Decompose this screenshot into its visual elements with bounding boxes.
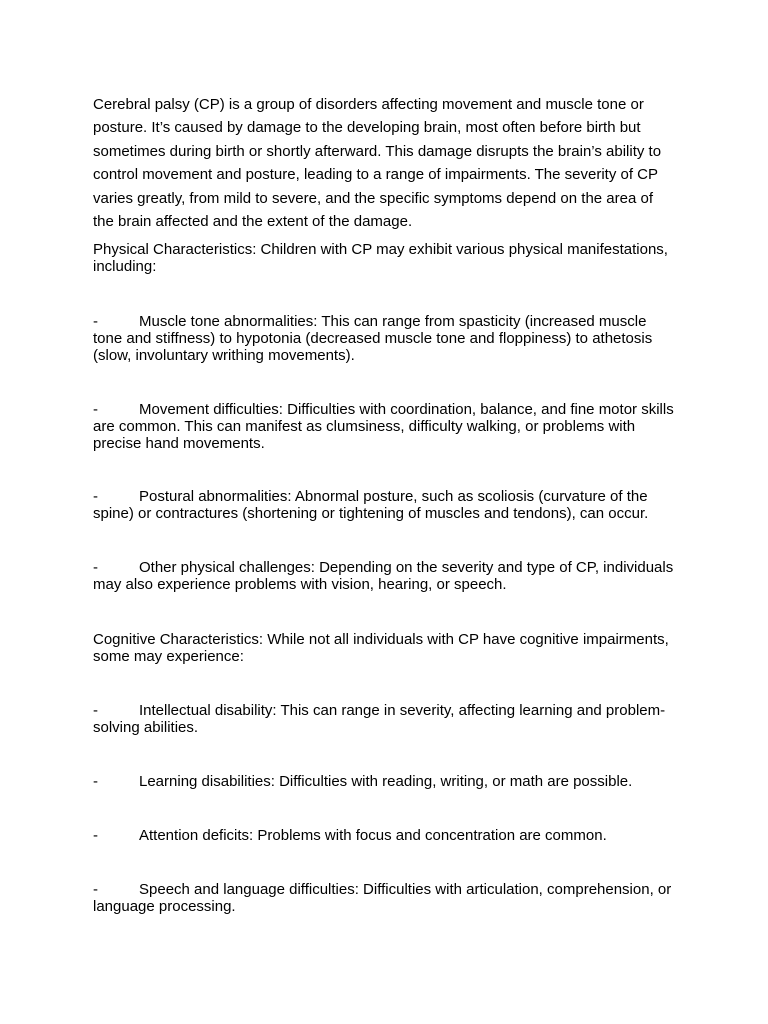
list-item [93, 773, 677, 790]
list-item [93, 827, 677, 844]
bullet-marker: - [93, 827, 98, 844]
bullet-marker: - [93, 773, 98, 790]
list-item [93, 488, 677, 522]
bullet-marker: - [93, 881, 98, 898]
list-item-text: Intellectual disability: This can range in severity, affecting learning and problem-solving abilities. [93, 702, 666, 737]
list-item-text: Other physical challenges: Depending on the severity and type of CP, individuals may also experience problems with vision, hearing, or speech. [93, 559, 674, 594]
bullet-marker: - [93, 401, 98, 418]
bullet-marker: - [93, 488, 98, 505]
list-item [93, 313, 677, 365]
list-item-text: Speech and language difficulties: Difficulties with articulation, comprehension, or language processing. [93, 881, 672, 916]
list-item-text: Learning disabilities: Difficulties with reading, writing, or math are possible. [139, 773, 633, 790]
bullet-marker: - [93, 559, 98, 576]
list-item-text: Muscle tone abnormalities: This can range from spasticity (increased muscle tone and stiffness) to hypotonia (decreased muscle tone and floppiness) to athetosis (slow, involuntary writhing movements). [93, 313, 653, 365]
bullet-marker: - [93, 702, 98, 719]
cognitive-characteristics-heading: Cognitive Characteristics: While not all individuals with CP have cognitive impairments, some may experience: [93, 631, 669, 666]
list-item-text: Movement difficulties: Difficulties with coordination, balance, and fine motor skills are common. This can manifest as clumsiness, difficulty walking, or problems with precise hand movements. [93, 401, 674, 453]
list-item-text: Postural abnormalities: Abnormal posture, such as scoliosis (curvature of the spine) or contractures (shortening or tightening of muscles and tendons), can occur. [93, 488, 649, 523]
list-item [93, 702, 677, 736]
list-item [93, 881, 677, 915]
list-item-text: Attention deficits: Problems with focus and concentration are common. [139, 827, 607, 844]
list-item [93, 559, 677, 593]
bullet-marker: - [93, 313, 98, 330]
list-item [93, 401, 677, 453]
intro-paragraph: Cerebral palsy (CP) is a group of disorders affecting movement and muscle tone or posture. It’s caused by damage to the developing brain, most often before birth but sometimes during birth or shortly afterward. This damage disrupts the brain’s ability to control movement and posture, leading to a range of impairments. The severity of CP varies greatly, from mild to severe, and the specific symptoms depend on the area of the brain affected and the extent of the damage. [93, 96, 662, 231]
physical-characteristics-heading: Physical Characteristics: Children with CP may exhibit various physical manifestations, including: [93, 241, 668, 276]
